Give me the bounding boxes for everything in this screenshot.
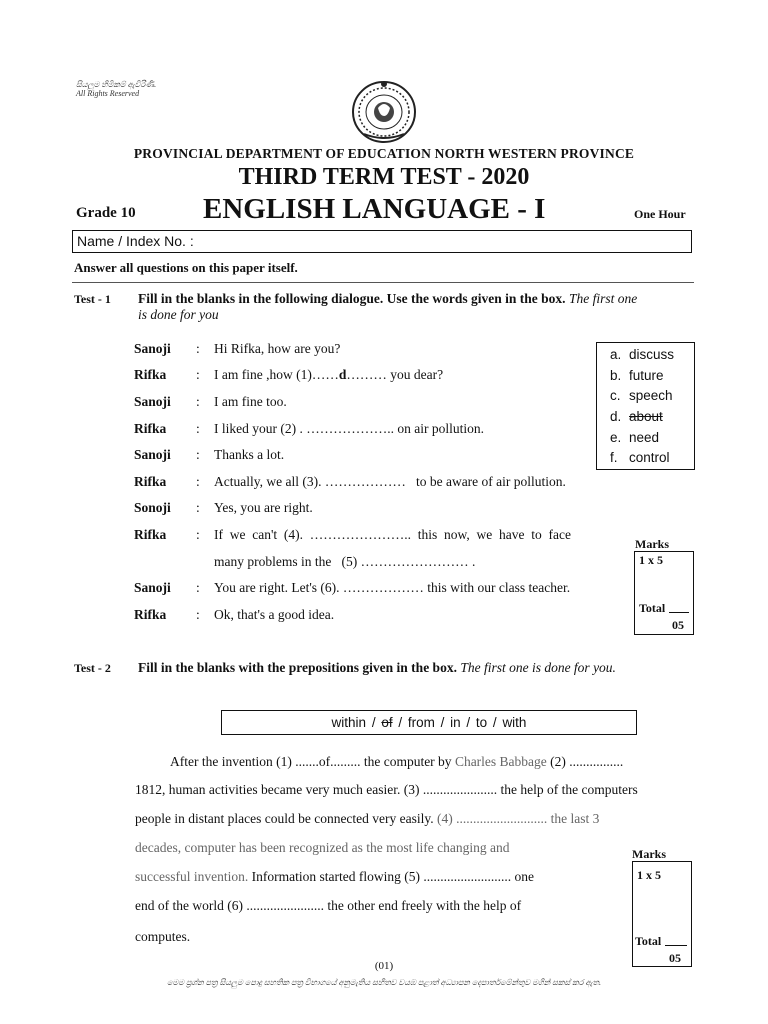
total-line xyxy=(669,612,689,613)
rights-reserved: All Rights Reserved xyxy=(76,89,140,98)
dialogue-line: many problems in the (5) …………………… . xyxy=(214,554,476,569)
paragraph-line: After the invention (1) .......of......... the computer by Charles Babbage (2) ................ xyxy=(170,754,624,769)
preposition-used: of xyxy=(381,715,393,730)
paragraph-line: people in distant places could be connected very easily. (4) ........................... the last 3 xyxy=(135,811,600,826)
page-number: (01) xyxy=(374,960,394,972)
dialogue-line: If we can't (4). ………………….. this now, we have to face xyxy=(214,527,571,542)
total-label: Total xyxy=(635,934,662,948)
dialogue-speaker: Sanoji xyxy=(134,580,171,595)
marks-label: Marks xyxy=(635,537,669,551)
rights-sinhala: සියලුම හිමිකම් ඇවිරිණි. xyxy=(76,80,157,89)
test2-instruction: Fill in the blanks with the prepositions given in the box. The first one is done for you. xyxy=(138,660,616,675)
preposition: with xyxy=(502,715,527,730)
total-line xyxy=(665,945,687,946)
word-box xyxy=(596,342,695,470)
dialogue-line: Yes, you are right. xyxy=(214,500,313,515)
paragraph-line: decades, computer has been recognized as the most life changing and xyxy=(135,840,510,855)
preposition: within xyxy=(331,715,367,730)
test1-instruction-bold: Fill in the blanks in the following dialogue. Use the words given in the box. xyxy=(138,291,566,306)
paragraph-line: successful invention. Information started flowing (5) .......................... one xyxy=(135,869,534,884)
dialogue-speaker: Rifka xyxy=(134,421,167,436)
dialogue-line: Ok, that's a good idea. xyxy=(214,607,335,622)
marks-label: Marks xyxy=(632,847,666,861)
example-answer: d xyxy=(338,367,347,382)
dialogue-line: I am fine ,how (1)……d……… you dear? xyxy=(214,367,444,382)
department-title: PROVINCIAL DEPARTMENT OF EDUCATION NORTH WESTERN PROVINCE xyxy=(133,146,635,161)
preposition-box: within / of / from / in / to / with xyxy=(221,710,637,735)
marks-value: 1 x 5 xyxy=(637,868,661,882)
marks-box xyxy=(634,551,694,635)
dialogue-line: Actually, we all (3). ……………… to be aware of air pollution. xyxy=(214,474,566,489)
duration-label: One Hour xyxy=(634,207,686,221)
total-value: 05 xyxy=(669,951,681,965)
dialogue-line: I am fine too. xyxy=(214,394,287,409)
dialogue-line: You are right. Let's (6). ……………… this with our class teacher. xyxy=(214,580,571,595)
dialogue-speaker: Sanoji xyxy=(134,341,171,356)
subject-title: ENGLISH LANGUAGE - I xyxy=(203,193,546,225)
dialogue-line: I liked your (2) . ……………….. on air pollution. xyxy=(214,421,484,436)
word-option: f. control xyxy=(610,450,670,466)
word-option-used: d. about xyxy=(610,409,663,425)
test1-instruction-italic: The first one xyxy=(568,291,638,306)
marks-value: 1 x 5 xyxy=(639,553,663,567)
dialogue-speaker: Rifka xyxy=(134,607,167,622)
dialogue-speaker: Sanoji xyxy=(134,447,171,462)
word-option: b. future xyxy=(610,367,664,383)
dialogue-speaker: Rifka xyxy=(134,367,167,382)
dialogue-speaker: Sanoji xyxy=(134,394,171,409)
word-option: a. discuss xyxy=(610,347,675,362)
word-option: c. speech xyxy=(610,388,673,404)
preposition: to xyxy=(475,715,488,730)
preposition: in xyxy=(450,715,461,730)
footer-note: මෙම ප්‍රශ්න පත්‍ර සියලුම පොදු සහතික පත්‍ර විභාගයේ අනුමැතිය සහිතව වයඹ පළාත් අධ්‍යාපන දෙපාර්තමේන්තුව මගින් සකස් කර ඇත. xyxy=(167,978,601,987)
paragraph-line: computes. xyxy=(135,929,191,944)
dialogue-speaker: Sonoji xyxy=(134,500,171,515)
paragraph-line: end of the world (6) ....................... the other end freely with the help of xyxy=(135,898,522,913)
divider xyxy=(72,282,694,283)
word-option: e. need xyxy=(610,429,660,445)
test1-label: Test - 1 xyxy=(74,292,111,306)
total-value: 05 xyxy=(672,618,684,632)
preposition: from xyxy=(407,715,435,730)
name-index-field[interactable]: Name / Index No. : xyxy=(72,230,692,253)
marks-box xyxy=(632,861,692,967)
sri-lanka-emblem-icon xyxy=(350,78,418,144)
test2-label: Test - 2 xyxy=(74,661,111,675)
dialogue-line: Hi Rifka, how are you? xyxy=(214,341,341,356)
total-label: Total xyxy=(639,601,666,615)
dialogue-line: Thanks a lot. xyxy=(214,447,285,462)
test1-instruction xyxy=(138,291,698,307)
grade-label: Grade 10 xyxy=(76,205,136,221)
dialogue-speaker: Rifka xyxy=(134,527,167,542)
test1-instruction-line2: is done for you xyxy=(138,307,219,322)
dialogue-speaker: Rifka xyxy=(134,474,167,489)
paragraph-line: 1812, human activities became very much easier. (3) ...................... the help of the computers xyxy=(135,782,638,797)
general-instruction: Answer all questions on this paper itself. xyxy=(74,260,298,275)
test-title: THIRD TERM TEST - 2020 xyxy=(238,164,530,190)
